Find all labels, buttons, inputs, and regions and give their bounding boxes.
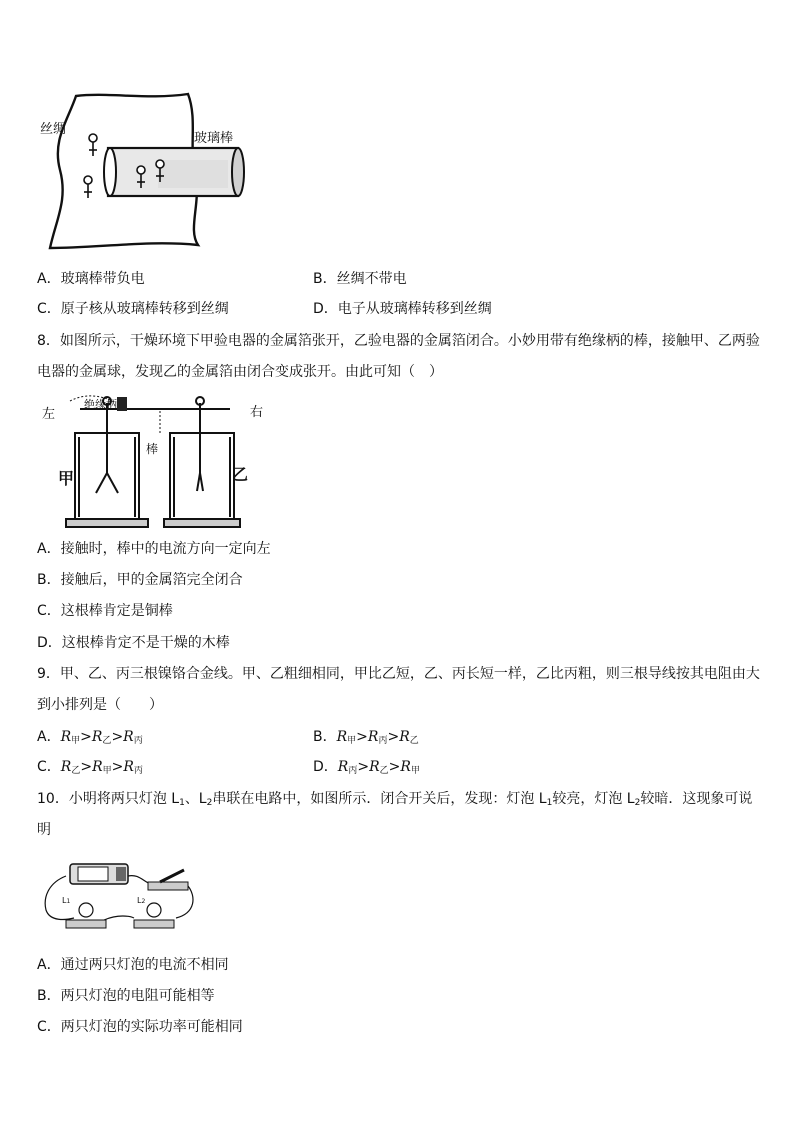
label-rod: 棒 (146, 442, 159, 456)
q10-stem-line1: 10．小明将两只灯泡 $L_1$、$L_2$串联在电路中，如图所示．闭合开关后，发现：灯泡 $L_1$较亮，灯泡 $L_2$较暗．这现象可说 (37, 791, 753, 808)
glass-rod-label: 玻璃棒 (194, 131, 234, 146)
q9-stem-line2: 到小排列是（ ） (37, 697, 163, 713)
label-yi: 乙 (232, 465, 249, 484)
q8-stem-line1: 8．如图所示，干燥环境下甲验电器的金属箔张开，乙验电器的金属箔闭合。小妙用带有绝缘柄的棒，接触甲、乙两验 (37, 333, 760, 349)
label-jia: 甲 (58, 469, 75, 488)
q9-option-a: A．$R_甲>R_乙>R_丙$ (37, 729, 143, 746)
q9-option-c: C．$R_乙>R_甲>R_丙$ (37, 759, 143, 776)
label-left: 左 (42, 407, 56, 422)
q7-option-a: A．玻璃棒带负电 (37, 271, 145, 287)
q10-option-a: A．通过两只灯泡的电流不相同 (37, 957, 229, 973)
q7-option-c: C．原子核从玻璃棒转移到丝绸 (37, 301, 229, 317)
bulb-l2-label: L2 (137, 896, 146, 905)
q8-stem-line2: 电器的金属球，发现乙的金属箔由闭合变成张开。由此可知（ ） (37, 364, 443, 380)
label-insulating-handle: 绝缘柄 (84, 398, 117, 411)
q7-option-b: B．丝绸不带电 (313, 271, 407, 287)
q10-option-b: B．两只灯泡的电阻可能相等 (37, 988, 215, 1004)
q7-option-d: D．电子从玻璃棒转移到丝绸 (313, 301, 492, 317)
q10-option-c: C．两只灯泡的实际功率可能相同 (37, 1019, 243, 1035)
q9-option-b: B．$R_甲>R_丙>R_乙$ (313, 729, 419, 746)
bulb-l1-label: L1 (62, 896, 71, 905)
silk-glass-rod-figure (38, 90, 263, 250)
q8-option-d: D．这根棒肯定不是干燥的木棒 (37, 635, 230, 651)
q9-option-d: D．$R_丙>R_乙>R_甲$ (313, 759, 420, 776)
q8-option-b: B．接触后，甲的金属箔完全闭合 (37, 572, 243, 588)
q8-option-a: A．接触时，棒中的电流方向一定向左 (37, 541, 271, 557)
silk-label: 丝绸 (40, 122, 67, 137)
label-right: 右 (250, 405, 264, 420)
q8-option-c: C．这根棒肯定是铜棒 (37, 603, 173, 619)
q9-stem-line1: 9．甲、乙、丙三根镍铬合金线。甲、乙粗细相同，甲比乙短，乙、丙长短一样，乙比丙粗，则三根导线按其电阻由大 (37, 666, 760, 682)
q10-stem-line2: 明 (37, 822, 51, 838)
